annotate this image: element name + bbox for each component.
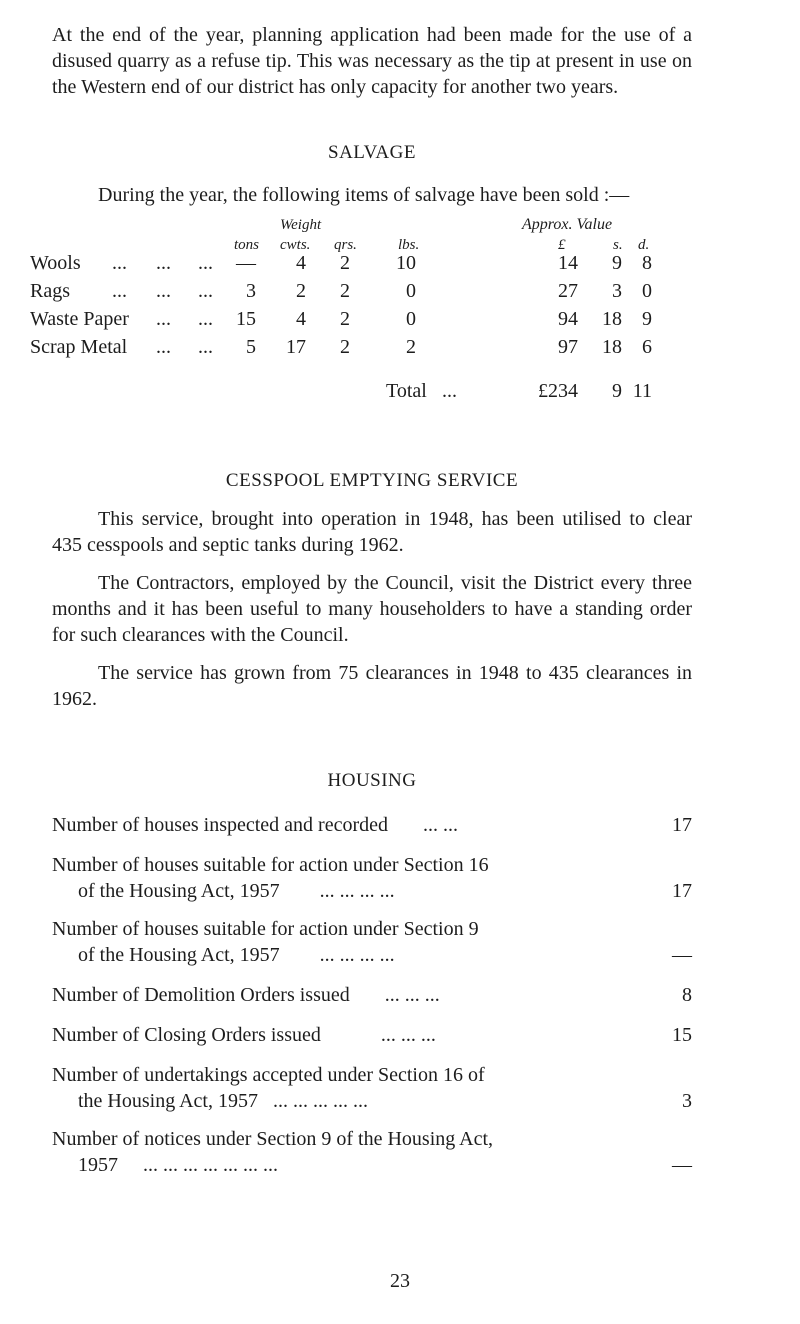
cesspool-paragraph-1: This service, brought into operation in 1948, has been utilised to clear 435 cesspools and septic tanks during 1962. (52, 508, 692, 556)
item-leader: ... ... (423, 814, 458, 836)
item-text (52, 1088, 692, 1114)
item-leader: ... ... ... (380, 1024, 436, 1046)
item-value: — (672, 944, 692, 966)
qrs-cell: 2 (340, 280, 350, 302)
lbs-cell: 10 (396, 252, 416, 274)
item-leader: ... ... ... ... ... (273, 1090, 368, 1112)
row-leader: ... (156, 280, 171, 302)
row-leader: ... (198, 280, 213, 302)
qrs-cell: 2 (340, 308, 350, 330)
tons-cell: 15 (236, 308, 256, 330)
lbs-cell: 0 (406, 280, 416, 302)
item-line: of the Housing Act, 1957 (78, 944, 280, 966)
pence-cell: 0 (642, 280, 652, 302)
cesspool-paragraph-3: The service has grown from 75 clearances in 1948 to 435 clearances in 1962. (52, 662, 692, 710)
lbs-header: lbs. (398, 237, 420, 253)
shillings-header: s. (613, 237, 623, 253)
cwts-header: cwts. (280, 237, 311, 253)
pounds-cell: 27 (558, 280, 578, 302)
cesspool-heading: CESSPOOL EMPTYING SERVICE (225, 470, 519, 491)
list-item (52, 916, 692, 968)
item-line: Number of Closing Orders issued (52, 1024, 321, 1046)
item-name: Rags (30, 280, 70, 302)
pence-header: d. (638, 237, 650, 253)
item-line: Number of Demolition Orders issued (52, 984, 350, 1006)
pounds-cell: 97 (558, 336, 578, 358)
item-line: of the Housing Act, 1957 (78, 880, 280, 902)
pounds-cell: 14 (558, 252, 578, 274)
row-leader: ... (156, 336, 171, 358)
page-number: 23 (390, 1270, 410, 1292)
item-text (52, 812, 692, 838)
qrs-header: qrs. (334, 237, 357, 253)
pence-cell: 9 (642, 308, 652, 330)
row-leader: ... (198, 336, 213, 358)
cwts-cell: 2 (296, 280, 306, 302)
item-line: 1957 (78, 1154, 118, 1176)
row-leader: ... (112, 280, 127, 302)
item-name: Waste Paper (30, 308, 129, 330)
item-text (52, 1022, 692, 1048)
list-item (52, 1062, 692, 1114)
list-item (52, 812, 692, 838)
tons-header: tons (234, 237, 260, 253)
pounds-header: £ (558, 237, 566, 253)
salvage-intro: During the year, the following items of salvage have been sold :— (98, 184, 630, 206)
intro-paragraph: At the end of the year, planning application had been made for the use of a disused quarry as a refuse tip. This was necessary as the tip at present in use on the Western end of our district has only capacity for another two years. (52, 24, 692, 98)
item-text (52, 878, 692, 904)
row-leader: ... (198, 252, 213, 274)
pounds-cell: 94 (558, 308, 578, 330)
row-leader: ... (198, 308, 213, 330)
item-name: Scrap Metal (30, 336, 128, 358)
item-line: the Housing Act, 1957 (78, 1090, 258, 1112)
item-value: 8 (682, 984, 692, 1006)
table-row (30, 278, 692, 304)
total-leader: ... (442, 380, 457, 402)
table-row (30, 334, 692, 360)
row-leader: ... (156, 308, 171, 330)
row-leader: ... (112, 252, 127, 274)
qrs-cell: 2 (340, 252, 350, 274)
list-item (52, 852, 692, 904)
shillings-cell: 9 (612, 252, 622, 274)
item-line: Number of notices under Section 9 of the Housing Act, (52, 1128, 494, 1150)
cwts-cell: 17 (286, 336, 306, 358)
item-leader: ... ... ... (384, 984, 440, 1006)
item-text (52, 942, 692, 968)
shillings-cell: 18 (602, 336, 622, 358)
item-leader: ... ... ... ... (319, 880, 395, 902)
pence-cell: 8 (642, 252, 652, 274)
qrs-cell: 2 (340, 336, 350, 358)
approx-value-header: Approx. Value (522, 216, 613, 233)
item-leader: ... ... ... ... (319, 944, 395, 966)
lbs-cell: 0 (406, 308, 416, 330)
document-page (30, 22, 692, 1178)
weight-header: Weight (280, 217, 322, 233)
item-value: 15 (672, 1024, 692, 1046)
list-item (52, 982, 692, 1008)
salvage-table (30, 208, 692, 448)
item-value: 17 (672, 814, 692, 836)
item-line: Number of undertakings accepted under Section 16 of (52, 1064, 485, 1086)
tons-cell: 5 (246, 336, 256, 358)
item-text (52, 1152, 692, 1178)
item-value: 3 (682, 1090, 692, 1112)
salvage-heading: SALVAGE (328, 142, 416, 163)
lbs-cell: 2 (406, 336, 416, 358)
item-name: Wools (30, 252, 81, 274)
pence-cell: 6 (642, 336, 652, 358)
item-value: — (672, 1154, 692, 1176)
item-value: 17 (672, 880, 692, 902)
item-leader: ... ... ... ... ... ... ... (143, 1154, 278, 1176)
shillings-cell: 3 (612, 280, 622, 302)
cwts-cell: 4 (296, 308, 306, 330)
cwts-cell: 4 (296, 252, 306, 274)
row-leader: ... (156, 252, 171, 274)
item-line: Number of houses suitable for action under Section 9 (52, 918, 479, 940)
total-shillings: 9 (612, 380, 622, 402)
total-row (52, 378, 692, 404)
item-line: Number of houses inspected and recorded (52, 814, 388, 836)
tons-cell: 3 (246, 280, 256, 302)
housing-heading: HOUSING (327, 770, 417, 791)
shillings-cell: 18 (602, 308, 622, 330)
total-label: Total (386, 380, 427, 402)
item-line: Number of houses suitable for action under Section 16 (52, 854, 489, 876)
housing-list (52, 812, 692, 1178)
table-row (30, 250, 692, 276)
item-text (52, 982, 692, 1008)
cesspool-paragraph-2: The Contractors, employed by the Council, visit the District every three months and it has been useful to many householders to have a standing order for such clearances with the Council. (52, 572, 692, 646)
list-item (52, 1126, 692, 1178)
tons-cell: — (236, 252, 256, 274)
total-pence: 11 (632, 380, 652, 402)
list-item (52, 1022, 692, 1048)
total-pounds: £234 (538, 380, 578, 402)
table-row (30, 306, 692, 332)
